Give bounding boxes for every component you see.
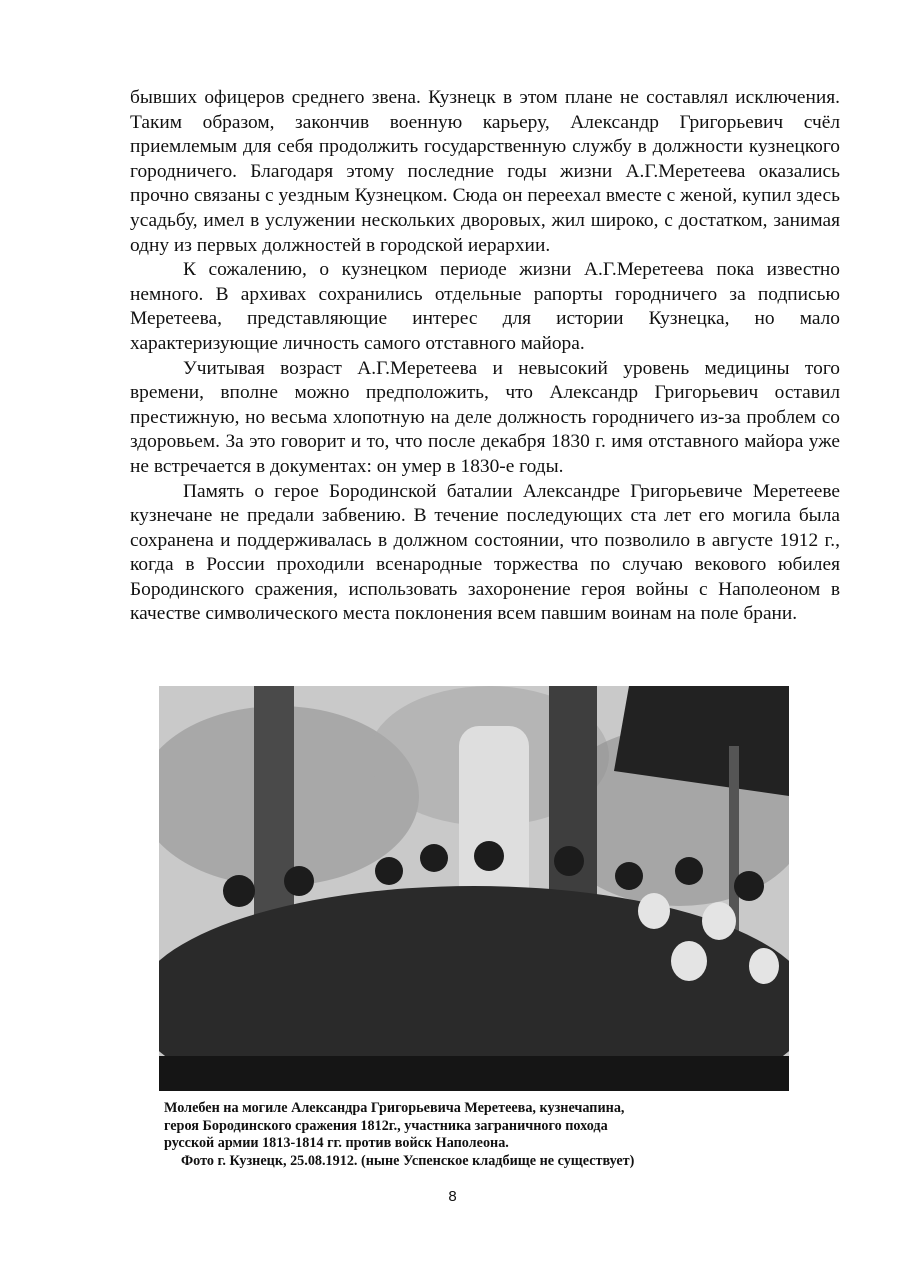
- photo-illustration: [159, 686, 789, 1091]
- caption-line-3: русской армии 1813-1814 гг. против войск Наполеона.: [164, 1135, 509, 1151]
- caption-line-4: Фото г. Кузнецк, 25.08.1912. (ныне Успенское кладбище не существует): [181, 1152, 635, 1169]
- paragraph-1: бывших офицеров среднего звена. Кузнецк в этом плане не составлял исключения. Таким образом, закончив военную карьеру, Александр Григорьевич счёл приемлемым для себя продолжить государственную службу в должности кузнецкого городничего. Благодаря этому последние годы жизни А.Г.Меретеева оказались прочно связаны с уездным Кузнецком. Сюда он переехал вместе с женой, купил здесь усадьбу, имел в услужении нескольких дворовых, жил широко, с достатком, занимая одну из первых должностей в городской иерархии.: [130, 87, 840, 256]
- paragraph-2: К сожалению, о кузнецком периоде жизни А.Г.Меретеева пока известно немного. В архивах сохранились отдельные рапорты городничего за подписью Меретеева, представляющие интерес для истории Кузнецка, но мало характеризующие личность самого отставного майора.: [130, 259, 840, 354]
- photo-caption: [164, 1100, 784, 1170]
- caption-line-1: Молебен на могиле Александра Григорьевича Меретеева, кузнечапина,: [164, 1100, 625, 1116]
- paragraph-4: Память о герое Бородинской баталии Александре Григорьевиче Меретееве кузнечане не предали забвению. В течение последующих ста лет его могила была сохранена и поддерживалась в должном состоянии, что позволило в августе 1912 г., когда в России проходили всенародные торжества по случаю векового юбилея Бородинского сражения, использовать захоронение героя войны с Наполеоном в качестве символического места поклонения всем павшим воинам на поле брани.: [130, 480, 840, 625]
- page-number: 8: [448, 1188, 457, 1205]
- main-text: [130, 86, 840, 627]
- caption-line-2: героя Бородинского сражения 1812г., участника заграничного похода: [164, 1117, 608, 1134]
- paragraph-3: Учитывая возраст А.Г.Меретеева и невысокий уровень медицины того времени, вполне можно предположить, что Александр Григорьевич оставил престижную, но весьма хлопотную на деле должность городничего из-за проблем со здоровьем. За это говорит и то, что после декабря 1830 г. имя отставного майора уже не встречается в документах: он умер в 1830-е годы.: [130, 357, 840, 477]
- historical-photo: [159, 686, 789, 1091]
